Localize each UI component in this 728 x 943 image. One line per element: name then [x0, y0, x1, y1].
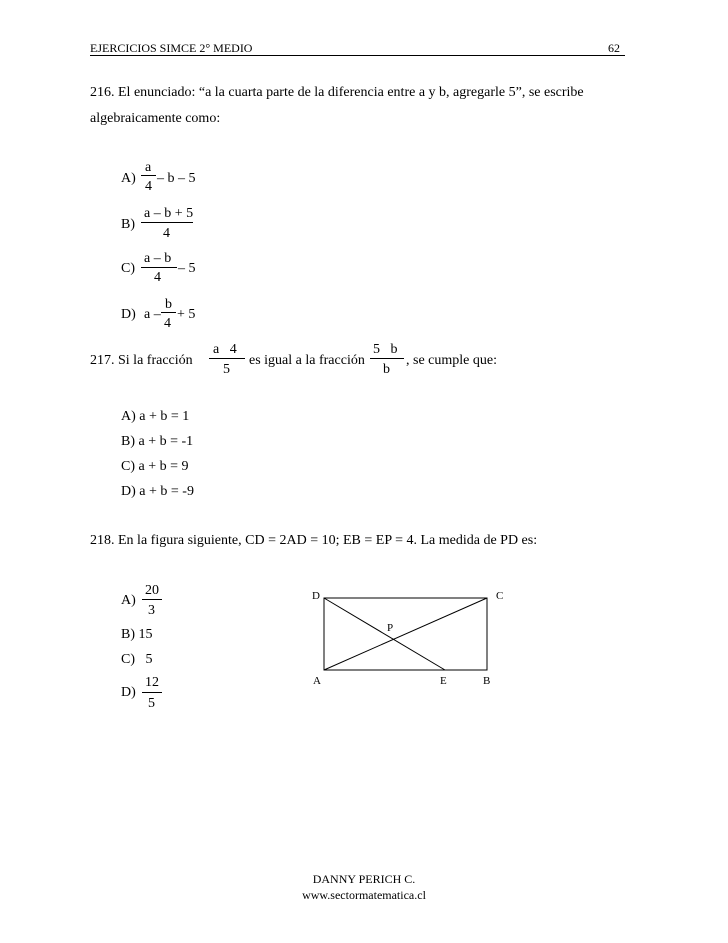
q217-end: , se cumple que:	[406, 353, 497, 368]
option-label: A)	[121, 171, 136, 186]
q217-option-d: D) a + b = -9	[121, 484, 194, 499]
fraction-bar	[141, 175, 156, 176]
expr-rest: – 5	[178, 261, 196, 276]
fraction-bar	[141, 222, 193, 223]
option-label: A)	[121, 593, 136, 608]
expr-rest: – b – 5	[157, 171, 196, 186]
frac-den: 5	[148, 696, 155, 711]
q218-option-b: B) 15	[121, 627, 153, 642]
rectangle-figure	[300, 585, 520, 690]
q218-statement: 218. En la figura siguiente, CD = 2AD = 10; EB = EP = 4. La medida de PD es:	[90, 533, 538, 548]
q217-option-a: A) a + b = 1	[121, 409, 190, 424]
q217-option-b: B) a + b = -1	[121, 434, 194, 449]
option-label: D)	[121, 307, 136, 322]
option-label: C)	[121, 261, 135, 276]
q217-frac1-num: a 4	[213, 342, 237, 357]
frac-den: 4	[164, 316, 171, 331]
fraction-bar	[142, 692, 162, 693]
q217-intro: 217. Si la fracción	[90, 353, 193, 368]
label-d: D	[312, 590, 320, 602]
frac-den: 4	[145, 179, 152, 194]
page-number: 62	[608, 41, 620, 55]
frac-num: 20	[145, 583, 159, 598]
label-e: E	[440, 675, 447, 687]
frac-num: 12	[145, 675, 159, 690]
fraction-bar	[161, 312, 176, 313]
frac-num: a – b + 5	[144, 206, 194, 221]
footer-author: DANNY PERICH C.	[312, 872, 416, 886]
footer-site: www.sectormatematica.cl	[302, 888, 426, 902]
segment-de	[324, 598, 445, 670]
q216-line2: algebraicamente como:	[90, 111, 221, 126]
expr-rest: + 5	[177, 307, 196, 322]
option-label: B)	[121, 217, 135, 232]
frac-num: b	[165, 297, 172, 312]
q217-option-c: C) a + b = 9	[121, 459, 189, 474]
expr-pre: a –	[144, 307, 161, 322]
header-rule	[90, 55, 625, 56]
fraction-bar	[142, 599, 162, 600]
q216-line1: 216. El enunciado: “a la cuarta parte de la diferencia entre a y b, agregarle 5”, se escribe	[90, 85, 584, 100]
fraction-bar	[209, 358, 245, 359]
q218-option-c: C) 5	[121, 652, 153, 667]
fraction-bar	[141, 267, 177, 268]
option-label: D)	[121, 685, 136, 700]
label-p: P	[387, 622, 394, 634]
q217-frac1-den: 5	[223, 362, 230, 377]
fraction-bar	[370, 358, 404, 359]
q217-mid: es igual a la fracción	[249, 353, 365, 368]
frac-den: 4	[154, 270, 161, 285]
header-title: EJERCICIOS SIMCE 2° MEDIO	[90, 41, 253, 55]
q217-frac2-num: 5 b	[373, 342, 398, 357]
segment-ac	[324, 598, 487, 670]
label-a: A	[313, 675, 321, 687]
q217-frac2-den: b	[383, 362, 390, 377]
frac-den: 3	[148, 603, 155, 618]
label-c: C	[496, 590, 504, 602]
frac-den: 4	[163, 226, 170, 241]
label-b: B	[483, 675, 491, 687]
frac-num: a – b	[144, 251, 172, 266]
frac-num: a	[145, 160, 152, 175]
